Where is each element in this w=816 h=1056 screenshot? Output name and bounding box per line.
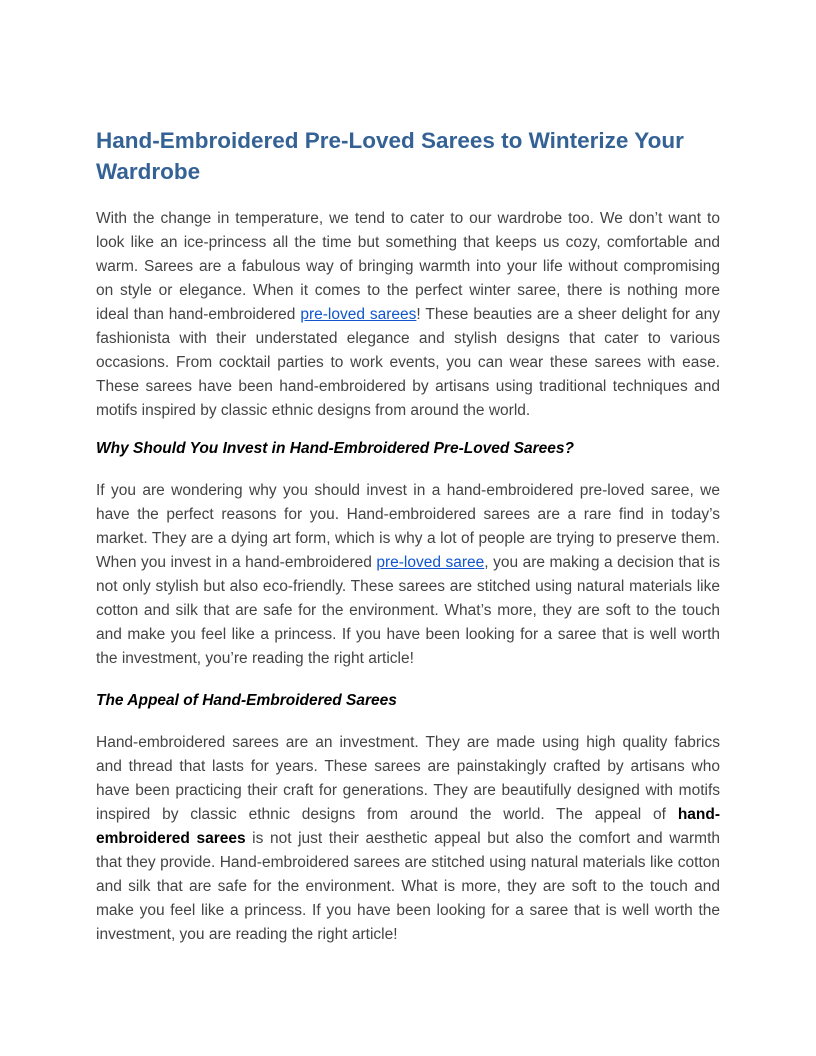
appeal-text-start: Hand-embroidered sarees are an investment. They are made using high quality fabrics and thread that lasts for years. These sarees are painstakingly crafted by artisans who have been practicing their craft for generations. They are beautifully designed with motifs inspired by classic ethnic designs from around the world. The appeal of (96, 734, 720, 823)
pre-loved-sarees-link[interactable]: pre-loved sarees (300, 306, 417, 323)
appeal-paragraph (96, 731, 720, 947)
intro-text-start: With the change in temperature, we tend to cater to our wardrobe too. We don’t want to look like an ice-princess all the time but something that keeps us cozy, comfortable and warm. Sarees are a fabulous way of bringing warmth into your life without compromising on style or elegance. When it comes to the perfect winter saree, there is nothing more ideal than hand-embroidered (96, 210, 720, 323)
why-invest-paragraph (96, 479, 720, 671)
bold-keyword: hand-embroidered sarees (96, 806, 720, 847)
section-heading-appeal: The Appeal of Hand-Embroidered Sarees (96, 692, 397, 709)
section-heading-why-invest: Why Should You Invest in Hand-Embroidered Pre-Loved Sarees? (96, 440, 575, 457)
why-invest-text-end: , you are making a decision that is not only stylish but also eco-friendly. These sarees are stitched using natural materials like cotton and silk that are safe for the environment. What’s more, they are soft to the touch and make you feel like a princess. If you have been looking for a saree that is well worth the investment, you’re reading the right article! (96, 554, 720, 667)
intro-paragraph (96, 207, 720, 423)
document-page (96, 125, 720, 947)
page-title: Hand-Embroidered Pre-Loved Sarees to Winterize Your Wardrobe (96, 128, 684, 184)
intro-text-end: ! These beauties are a sheer delight for any fashionista with their understated elegance and stylish designs that cater to various occasions. From cocktail parties to work events, you can wear these sarees with ease. These sarees have been hand-embroidered by artisans using traditional techniques and motifs inspired by classic ethnic designs from around the world. (96, 306, 720, 419)
appeal-text-end: is not just their aesthetic appeal but also the comfort and warmth that they provide. Hand-embroidered sarees are stitched using natural materials like cotton and silk that are safe for the environment. What is more, they are soft to the touch and make you feel like a princess. If you have been looking for a saree that is well worth the investment, you are reading the right article! (96, 830, 721, 943)
why-invest-text-start: If you are wondering why you should invest in a hand-embroidered pre-loved saree, we have the perfect reasons for you. Hand-embroidered sarees are a rare find in today’s market. They are a dying art form, which is why a lot of people are trying to preserve them. When you invest in a hand-embroidered (96, 482, 720, 571)
pre-loved-saree-link[interactable]: pre-loved saree (376, 554, 485, 571)
